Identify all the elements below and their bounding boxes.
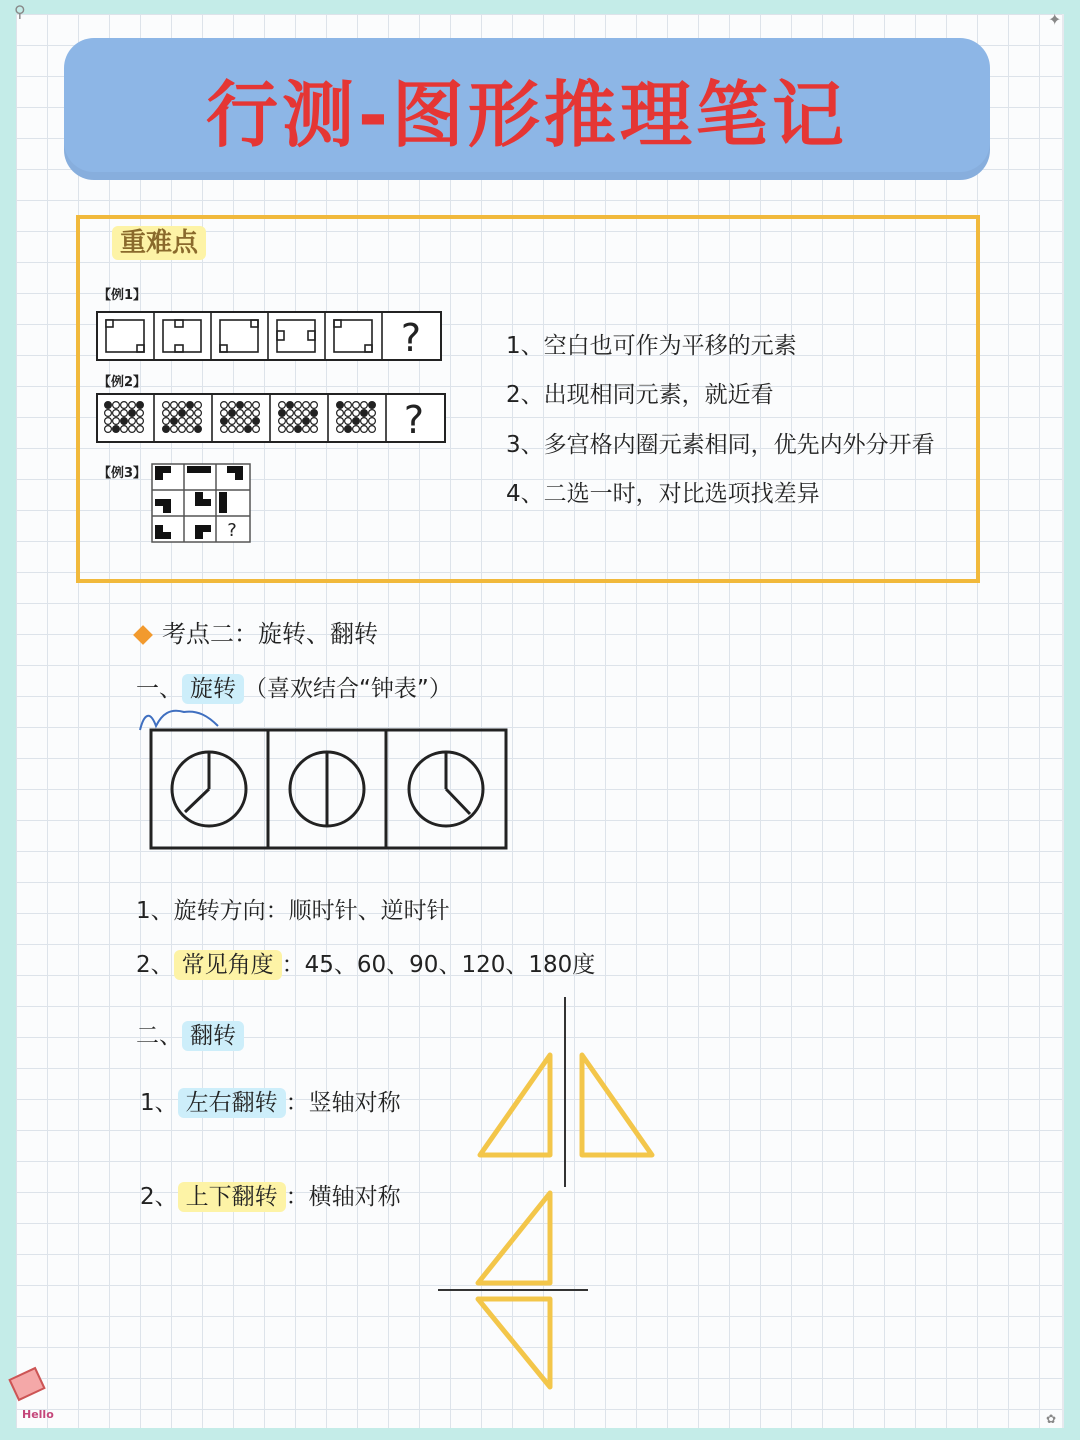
hello-text: Hello — [22, 1408, 54, 1421]
note-2: 2、出现相同元素，就近看 — [506, 382, 774, 408]
example-1-question: ? — [400, 316, 422, 360]
flower-icon: ✿ — [1046, 1412, 1057, 1426]
title-banner — [64, 38, 990, 180]
rotation-item-1: 1、旋转方向：顺时针、逆时针 — [136, 898, 450, 924]
flip-item-1: 1、 左右翻转 ：竖轴对称 — [140, 1090, 401, 1116]
page-title: 行测-图形推理笔记 — [206, 73, 848, 157]
note-3: 3、多宫格内圈元素相同，优先内外分开看 — [506, 432, 935, 458]
example-2-figure — [96, 393, 446, 443]
example-2-question: ? — [403, 398, 425, 442]
example-3-cell — [219, 492, 227, 513]
clip-icon: ⚲ — [14, 2, 26, 21]
key-points-heading: 重难点 — [112, 222, 206, 259]
diamond-bullet-icon — [133, 625, 153, 645]
eraser-icon — [8, 1367, 45, 1401]
sparkle-icon: ✦ — [1048, 10, 1062, 29]
example-3-figure — [151, 463, 251, 543]
example-3-question: ? — [227, 520, 237, 541]
note-4: 4、二选一时，对比选项找差异 — [506, 481, 820, 507]
example-1-figure — [96, 311, 442, 361]
flip-diagrams — [430, 995, 670, 1395]
flip-heading: 二、 翻转 — [136, 1017, 244, 1050]
example-2-label: 【例2】 — [98, 375, 147, 390]
example-3-cell — [187, 466, 211, 473]
example-3-label: 【例3】 — [98, 466, 147, 481]
hello-sticker — [8, 1368, 68, 1428]
note-1: 1、空白也可作为平移的元素 — [506, 333, 797, 359]
flip-item-2: 2、 上下翻转 ：横轴对称 — [140, 1184, 401, 1210]
example-1-label: 【例1】 — [98, 288, 147, 303]
section-heading: 考点二：旋转、翻转 — [136, 614, 378, 649]
clock-figures — [136, 708, 516, 858]
rotation-heading: 一、 旋转 （喜欢结合“钟表”） — [136, 676, 452, 702]
rotation-item-2: 2、 常见角度 ：45、60、90、120、180度 — [136, 952, 596, 978]
